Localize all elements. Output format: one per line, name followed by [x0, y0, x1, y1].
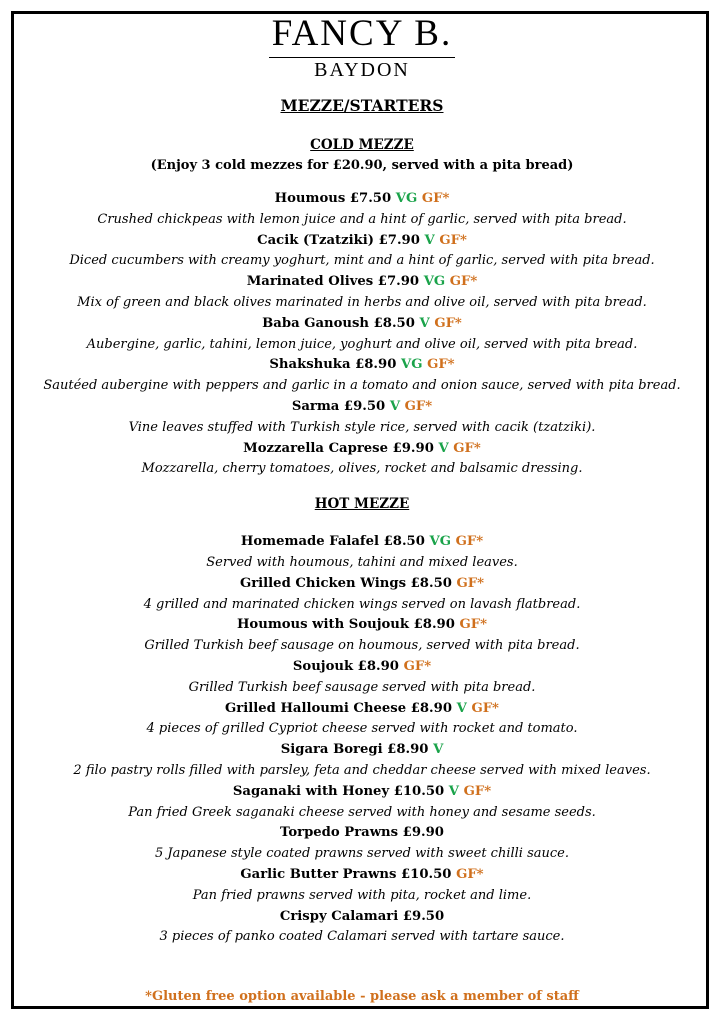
cold-mezze-list: [0, 189, 724, 480]
menu-item-title: Crispy Calamari £9.50: [279, 908, 445, 924]
vegetarian-badge: V: [456, 700, 467, 716]
section-title: MEZZE/STARTERS: [280, 96, 444, 115]
gluten-free-badge: GF*: [427, 357, 455, 373]
gluten-free-badge: GF*: [471, 700, 499, 716]
menu-item-name: [0, 231, 724, 252]
menu-item-name: [0, 657, 724, 678]
vegetarian-badge: V: [419, 315, 430, 331]
menu-item-description: Diced cucumbers with creamy yoghurt, mint and a hint of garlic, served with pita bread.: [69, 253, 655, 269]
menu-item-title: Grilled Halloumi Cheese £8.90: [225, 700, 453, 716]
vegetarian-badge: V: [424, 232, 435, 248]
menu-item-name: [0, 189, 724, 210]
restaurant-logo: [0, 14, 724, 81]
menu-item-name: [0, 740, 724, 761]
menu-item-description: Vine leaves stuffed with Turkish style rice, served with cacik (tzatziki).: [128, 419, 596, 435]
gluten-free-badge: GF*: [449, 274, 478, 290]
menu-item-title: Baba Ganoush £8.50: [262, 315, 415, 331]
vegan-badge: VG: [429, 534, 451, 550]
gluten-free-badge: GF*: [456, 866, 484, 882]
menu-item-name: [0, 823, 724, 844]
menu-item-description: 5 Japanese style coated prawns served with sweet chilli sauce.: [155, 846, 569, 862]
menu-item-description: Pan fried prawns served with pita, rocket and lime.: [192, 887, 532, 903]
menu-item-name: [0, 397, 724, 418]
menu-item-description: Sautéed aubergine with peppers and garlic in a tomato and onion sauce, served with pita bread.: [43, 378, 681, 394]
gluten-free-badge: GF*: [421, 191, 450, 206]
menu-item-title: Cacik (Tzatziki) £7.90: [257, 232, 420, 248]
menu-item-title: Saganaki with Honey £10.50: [232, 783, 445, 799]
vegetarian-badge: V: [448, 783, 459, 799]
gluten-free-badge: GF*: [455, 534, 484, 550]
menu-item-name: [0, 699, 724, 720]
gluten-free-footer-note: *Gluten free option available - please ask a member of staff: [145, 989, 579, 1004]
menu-item-title: Mozzarella Caprese £9.90: [243, 440, 434, 456]
cold-mezze-title: COLD MEZZE: [310, 137, 414, 153]
menu-item-title: Marinated Olives £7.90: [246, 274, 420, 290]
menu-item-title: Shakshuka £8.90: [269, 357, 397, 373]
menu-item-description: Grilled Turkish beef sausage on houmous, served with pita bread.: [144, 638, 580, 654]
gluten-free-badge: GF*: [456, 575, 485, 591]
gluten-free-badge: GF*: [403, 658, 432, 674]
hot-mezze-list: [0, 532, 724, 948]
gluten-free-badge: GF*: [404, 398, 433, 414]
menu-item-name: [0, 907, 724, 928]
menu-item-description: Mix of green and black olives marinated in herbs and olive oil, served with pita bread.: [77, 294, 647, 310]
menu-item-name: [0, 439, 724, 460]
cold-mezze-offer-note: (Enjoy 3 cold mezzes for £20.90, served with a pita bread): [150, 158, 574, 173]
vegetarian-badge: V: [438, 440, 449, 456]
menu-item-name: [0, 355, 724, 376]
menu-item-title: Grilled Chicken Wings £8.50: [239, 575, 452, 591]
vegan-badge: VG: [423, 274, 446, 290]
gluten-free-badge: GF*: [459, 617, 488, 633]
hot-mezze-title: HOT MEZZE: [314, 496, 410, 513]
menu-item-title: Houmous £7.50: [274, 191, 392, 206]
menu-item-name: [0, 782, 724, 803]
gluten-free-badge: GF*: [439, 232, 467, 248]
menu-item-description: 3 pieces of panko coated Calamari served with tartare sauce.: [159, 929, 565, 945]
menu-item-name: [0, 574, 724, 595]
menu-item-description: Aubergine, garlic, tahini, lemon juice, yoghurt and olive oil, served with pita bread.: [86, 336, 638, 352]
menu-item-description: 2 filo pastry rolls filled with parsley, feta and cheddar cheese served with mixed leaves.: [73, 762, 651, 778]
menu-item-description: Crushed chickpeas with lemon juice and a hint of garlic, served with pita bread.: [97, 211, 627, 227]
menu-item-description: Grilled Turkish beef sausage served with pita bread.: [188, 679, 536, 695]
menu-item-description: Mozzarella, cherry tomatoes, olives, rocket and balsamic dressing.: [141, 461, 583, 477]
logo-title: FANCY B.: [271, 13, 453, 54]
menu-item-description: 4 pieces of grilled Cypriot cheese served with rocket and tomato.: [146, 721, 578, 737]
vegetarian-badge: V: [433, 742, 444, 758]
menu-item-name: [0, 272, 724, 293]
menu-item-title: Sigara Boregi £8.90: [280, 742, 429, 758]
menu-item-title: Houmous with Soujouk £8.90: [236, 617, 455, 633]
gluten-free-badge: GF*: [453, 440, 481, 456]
menu-item-name: [0, 314, 724, 335]
menu-item-title: Garlic Butter Prawns £10.50: [240, 866, 452, 882]
vegetarian-badge: V: [389, 398, 401, 414]
logo-subtitle: BAYDON: [314, 59, 410, 81]
menu-item-description: Served with houmous, tahini and mixed leaves.: [206, 554, 518, 570]
menu-content: [0, 96, 724, 948]
menu-item-title: Soujouk £8.90: [292, 658, 399, 674]
menu-item-description: 4 grilled and marinated chicken wings served on lavash flatbread.: [143, 596, 581, 612]
menu-item-title: Homemade Falafel £8.50: [240, 534, 425, 550]
vegan-badge: VG: [395, 191, 418, 206]
logo-divider: [269, 57, 455, 58]
menu-item-name: [0, 615, 724, 636]
gluten-free-badge: GF*: [434, 315, 462, 331]
menu-item-description: Pan fried Greek saganaki cheese served with honey and sesame seeds.: [128, 804, 596, 820]
menu-item-name: [0, 865, 724, 886]
menu-item-title: Sarma £9.50: [291, 398, 386, 414]
menu-item-title: Torpedo Prawns £9.90: [280, 825, 444, 841]
vegan-badge: VG: [400, 357, 423, 373]
menu-item-name: [0, 532, 724, 553]
gluten-free-badge: GF*: [463, 783, 492, 799]
